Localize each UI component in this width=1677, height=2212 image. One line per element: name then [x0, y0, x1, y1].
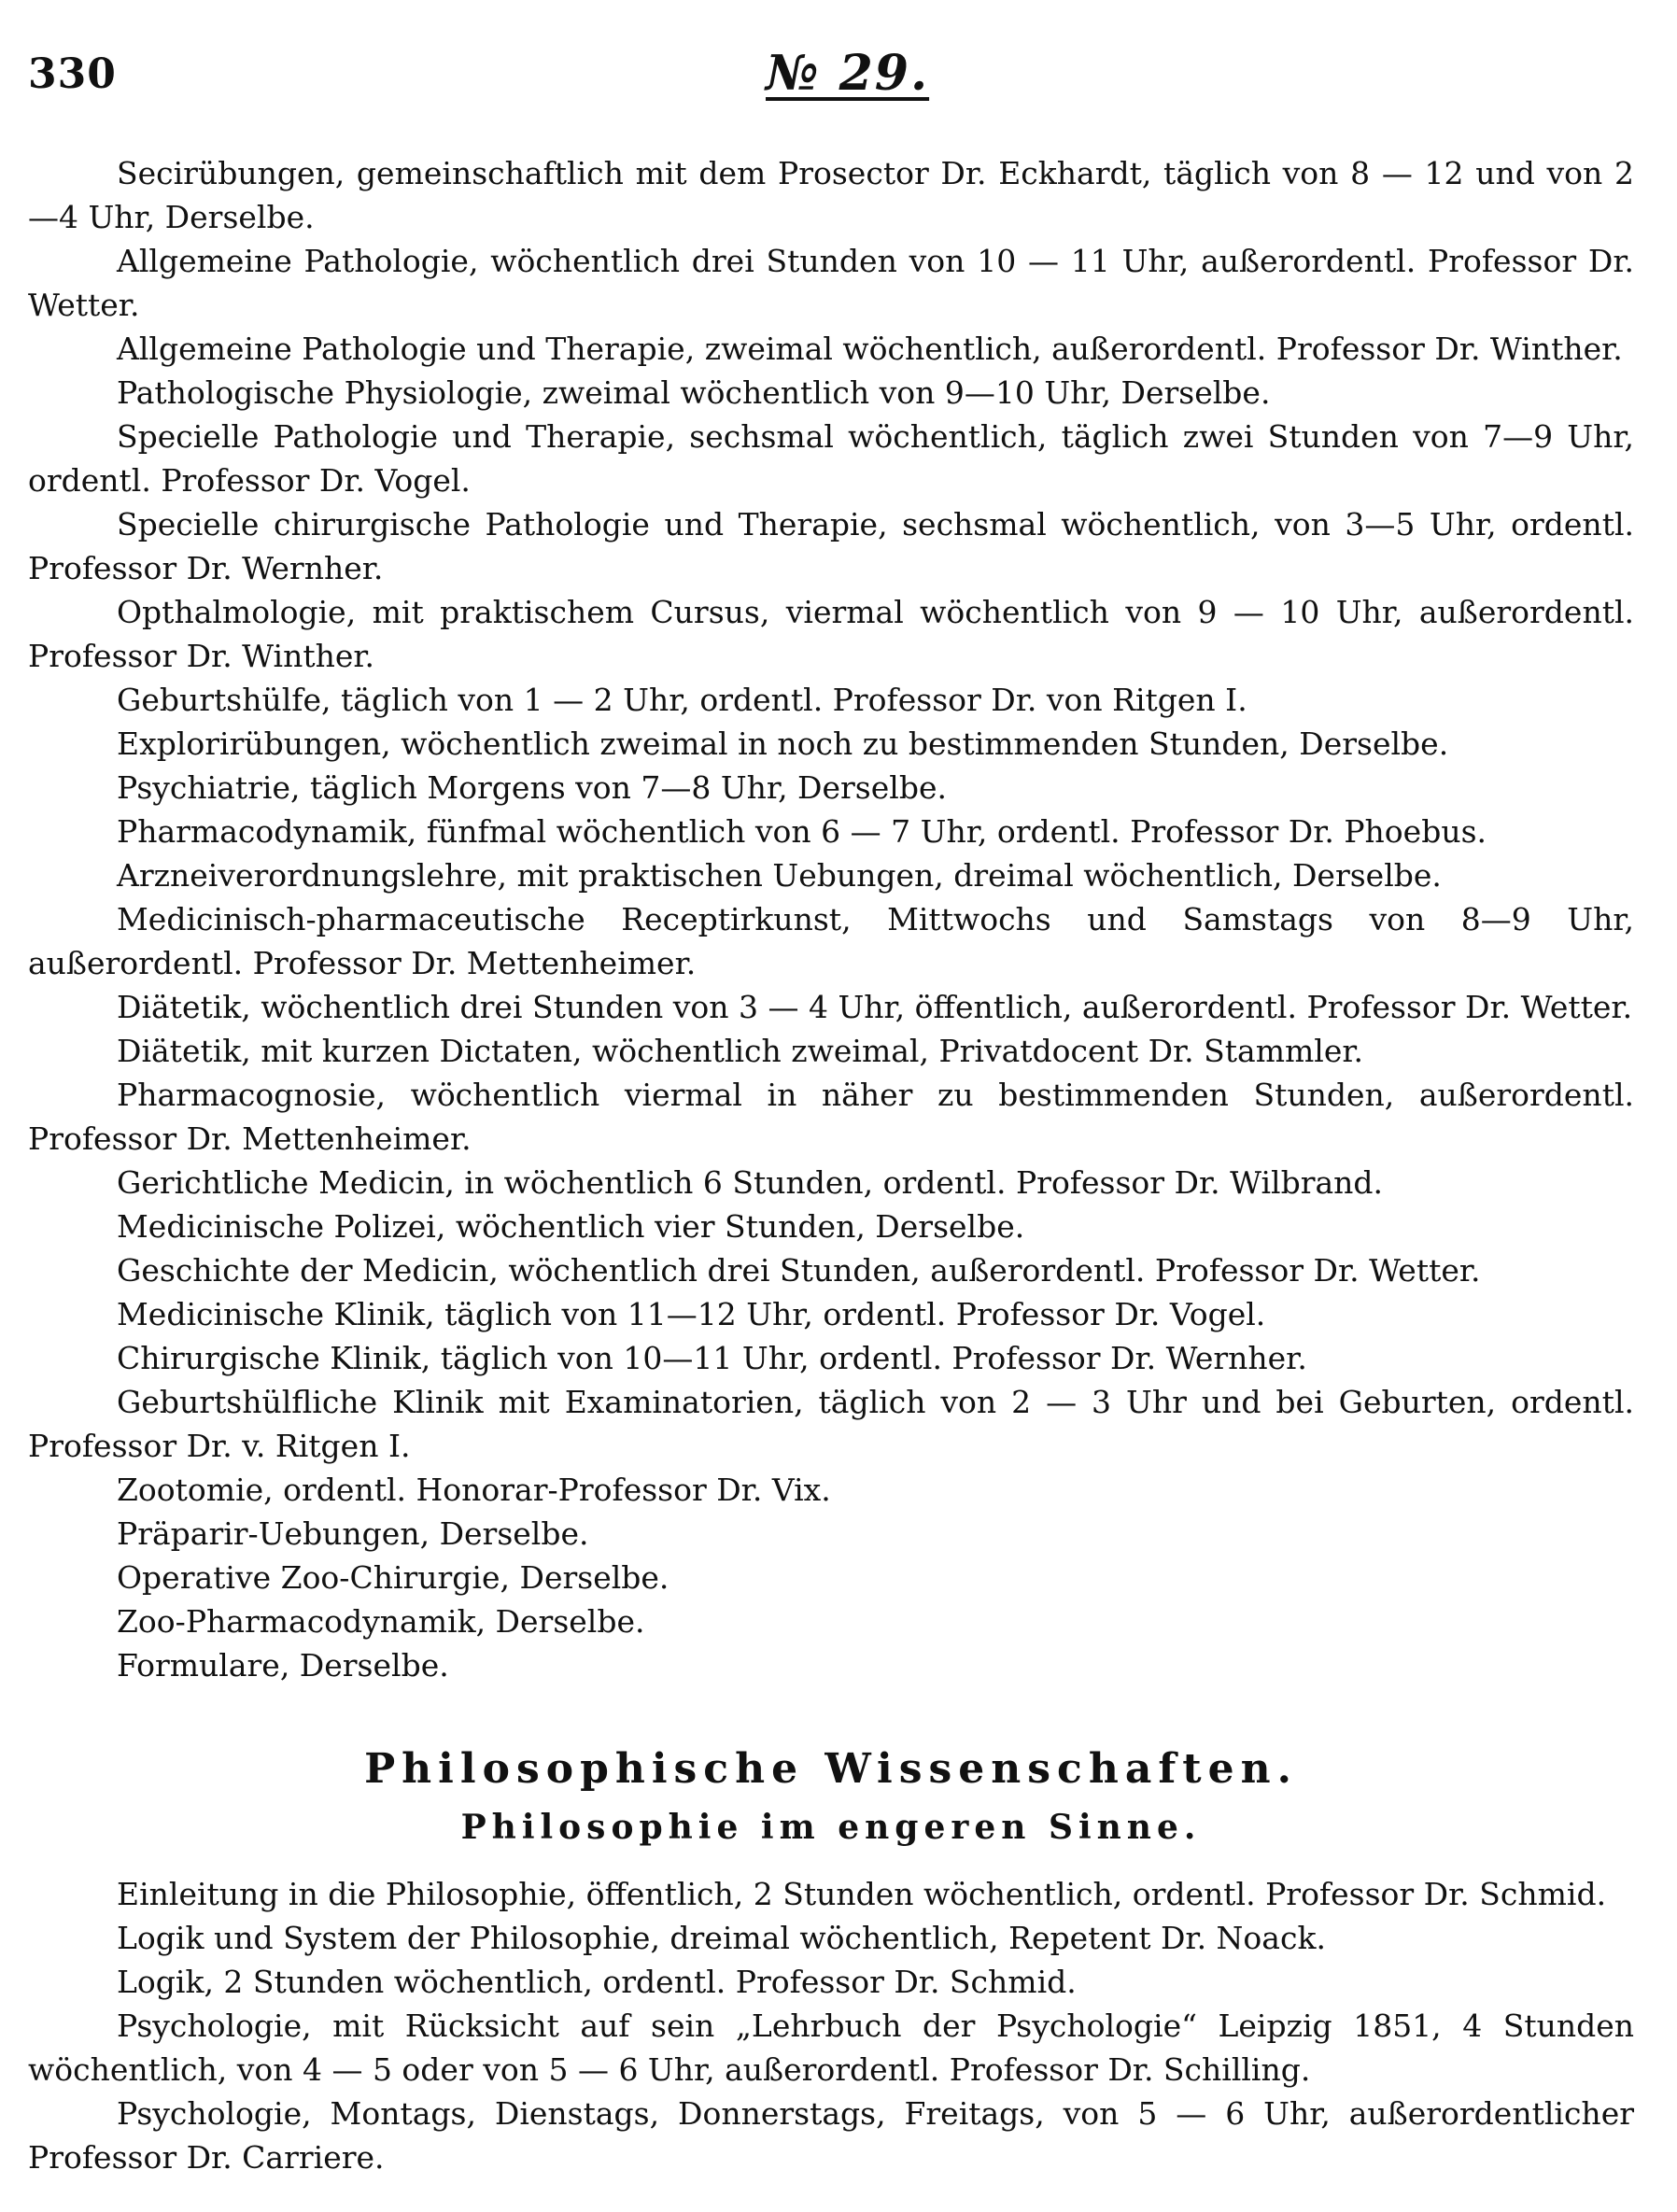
page-number: 330: [28, 50, 117, 98]
course-entry: Diätetik, wöchentlich drei Stunden von 3 — 4 Uhr, öffentlich, außerordentl. Professor Dr. Wetter.: [117, 989, 1633, 1025]
course-entry: Secirübungen, gemeinschaftlich mit dem Prosector Dr. Eckhardt, täglich von 8 — 12 und von 2—4 Uhr, Derselbe.: [28, 155, 1634, 235]
issue-number: № 29.: [766, 45, 930, 102]
course-entry: Arzneiverordnungslehre, mit praktischen Uebungen, dreimal wöchentlich, Derselbe.: [117, 857, 1442, 894]
course-entry: Psychiatrie, täglich Morgens von 7—8 Uhr, Derselbe.: [117, 769, 947, 806]
course-entry: Geburtshülfe, täglich von 1 — 2 Uhr, ordentl. Professor Dr. von Ritgen I.: [117, 682, 1247, 718]
course-entry: Pharmacognosie, wöchentlich viermal in näher zu bestimmenden Stunden, außerordentl. Professor Dr. Mettenheimer.: [28, 1077, 1634, 1157]
course-entry: Zoo-Pharmacodynamik, Derselbe.: [117, 1603, 645, 1640]
course-entry: Medicinische Polizei, wöchentlich vier Stunden, Derselbe.: [117, 1208, 1025, 1245]
course-entry: Diätetik, mit kurzen Dictaten, wöchentlich zweimal, Privatdocent Dr. Stammler.: [117, 1033, 1364, 1069]
course-entry: Formulare, Derselbe.: [117, 1647, 449, 1684]
page-header: [28, 45, 1649, 110]
course-entry: Allgemeine Pathologie und Therapie, zweimal wöchentlich, außerordentl. Professor Dr. Winther.: [117, 331, 1623, 367]
course-entry: Logik, 2 Stunden wöchentlich, ordentl. Professor Dr. Schmid.: [117, 1964, 1077, 2000]
course-entry: Explorirübungen, wöchentlich zweimal in noch zu bestimmenden Stunden, Derselbe.: [117, 726, 1449, 762]
course-entry: Specielle Pathologie und Therapie, sechsmal wöchentlich, täglich zwei Stunden von 7—9 Uhr, ordentl. Professor Dr. Vogel.: [28, 418, 1634, 499]
course-entry: Präparir-Uebungen, Derselbe.: [117, 1515, 589, 1552]
course-entry: Geschichte der Medicin, wöchentlich drei Stunden, außerordentl. Professor Dr. Wetter.: [117, 1252, 1481, 1289]
course-entry: Einleitung in die Philosophie, öffentlich, 2 Stunden wöchentlich, ordentl. Professor Dr. Schmid.: [117, 1876, 1607, 1912]
course-entry: Allgemeine Pathologie, wöchentlich drei Stunden von 10 — 11 Uhr, außerordentl. Professor Dr. Wetter.: [28, 243, 1634, 323]
philosophy-course-list: [28, 1872, 1634, 2179]
course-entry: Zootomie, ordentl. Honorar-Professor Dr. Vix.: [117, 1472, 831, 1508]
document-body: [28, 151, 1634, 2179]
course-entry: Psychologie, Montags, Dienstags, Donnerstags, Freitags, von 5 — 6 Uhr, außerordentlicher Professor Dr. Carriere.: [28, 2095, 1634, 2176]
course-entry: Pathologische Physiologie, zweimal wöchentlich von 9—10 Uhr, Derselbe.: [117, 374, 1271, 411]
course-entry: Operative Zoo-Chirurgie, Derselbe.: [117, 1559, 669, 1596]
course-entry: Gerichtliche Medicin, in wöchentlich 6 Stunden, ordentl. Professor Dr. Wilbrand.: [117, 1164, 1384, 1201]
course-entry: Geburtshülfliche Klinik mit Examinatorien, täglich von 2 — 3 Uhr und bei Geburten, ordentl. Professor Dr. v. Ritgen I.: [28, 1384, 1634, 1464]
course-entry: Logik und System der Philosophie, dreimal wöchentlich, Repetent Dr. Noack.: [117, 1920, 1326, 1956]
course-entry: Pharmacodynamik, fünfmal wöchentlich von 6 — 7 Uhr, ordentl. Professor Dr. Phoebus.: [117, 813, 1487, 850]
course-entry: Medicinisch-pharmaceutische Receptirkunst, Mittwochs und Samstags von 8—9 Uhr, außerordentl. Professor Dr. Mettenheimer.: [28, 901, 1634, 981]
course-entry: Chirurgische Klinik, täglich von 10—11 Uhr, ordentl. Professor Dr. Wernher.: [117, 1340, 1307, 1376]
course-entry: Medicinische Klinik, täglich von 11—12 Uhr, ordentl. Professor Dr. Vogel.: [117, 1296, 1266, 1332]
course-entry: Opthalmologie, mit praktischem Cursus, viermal wöchentlich von 9 — 10 Uhr, außerordentl. Professor Dr. Winther.: [28, 594, 1634, 674]
section-subheading: Philosophie im engeren Sinne.: [460, 1808, 1202, 1847]
section-heading: Philosophische Wissenschaften.: [364, 1745, 1298, 1793]
course-entry: Psychologie, mit Rücksicht auf sein „Lehrbuch der Psychologie“ Leipzig 1851, 4 Stunden wöchentlich, von 4 — 5 oder von 5 — 6 Uhr, außerordentl. Professor Dr. Schilling.: [28, 2008, 1634, 2088]
course-entry: Specielle chirurgische Pathologie und Therapie, sechsmal wöchentlich, von 3—5 Uhr, ordentl. Professor Dr. Wernher.: [28, 506, 1634, 586]
medicine-course-list: [28, 151, 1634, 1687]
